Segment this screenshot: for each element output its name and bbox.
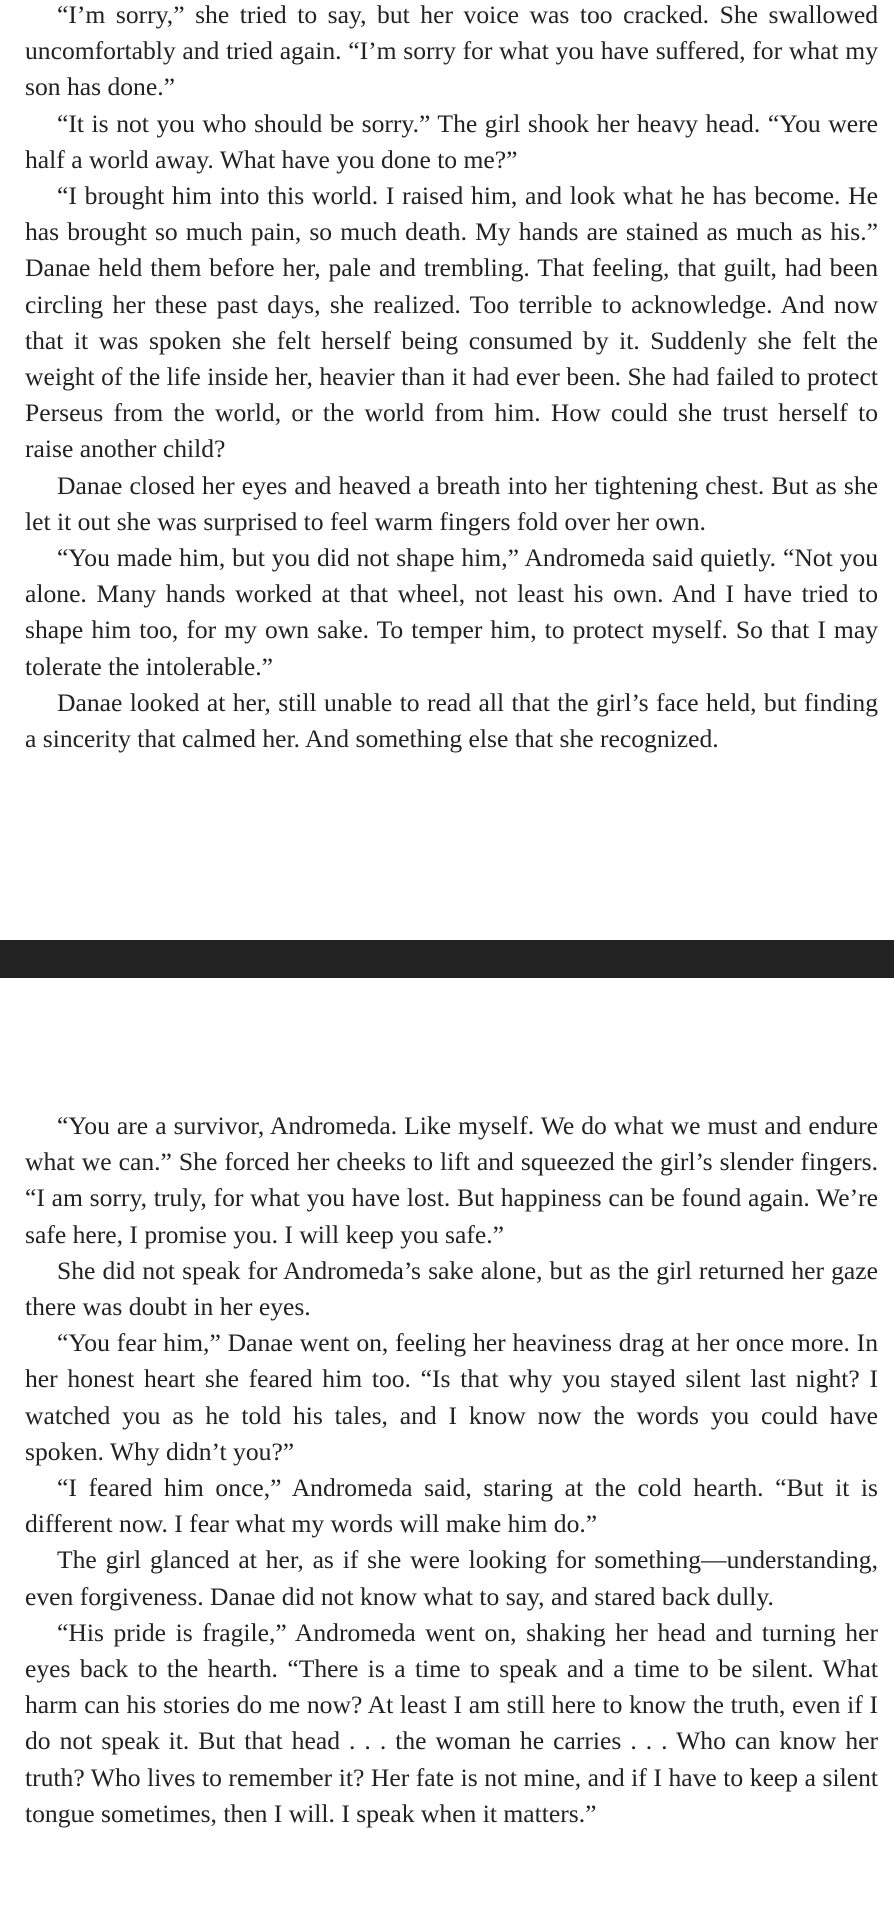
paragraph: Danae closed her eyes and heaved a breath into her tightening chest. But as she let it out she was surprised to feel warm fingers fold over her own. bbox=[25, 470, 878, 536]
paragraph: She did not speak for Andromeda’s sake alone, but as the girl returned her gaze there was doubt in her eyes. bbox=[25, 1255, 878, 1322]
paragraph: “It is not you who should be sorry.” The girl shook her heavy head. “You were half a world away. What have you done to me?” bbox=[25, 108, 878, 174]
paragraph: “I brought him into this world. I raised him, and look what he has become. He has brought so much pain, so much death. My hands are stained as much as his.” Danae held them before her, pale and trembling. That feeling, that guilt, had been circling her these past days, she realized. Too terrible to acknowledge. And now that it was spoken she felt herself being consumed by it. Suddenly she felt the weight of the life inside her, heavier than it had ever been. She had failed to protect Perseus from the world, or the world from him. How could she trust herself to raise another child? bbox=[25, 181, 878, 464]
paragraph: “I’m sorry,” she tried to say, but her voice was too cracked. She swallowed uncomfortably and tried again. “I’m sorry for what you have suffered, for what my son has done.” bbox=[25, 0, 878, 102]
paragraph: “His pride is fragile,” Andromeda went on, shaking her head and turning her eyes back to the hearth. “There is a time to speak and a time to be silent. What harm can his stories do me now? At least I am still here to know the truth, even if I do not speak it. But that head . . . the woman he carries . . . Who can know her truth? Who lives to remember it? Her fate is not mine, and if I have to keep a silent tongue sometimes, then I will. I speak when it matters.” bbox=[25, 1617, 878, 1828]
paragraph: Danae looked at her, still unable to read all that the girl’s face held, but finding a sincerity that calmed her. And something else that she recognized. bbox=[25, 687, 878, 754]
bottom-page-text bbox=[25, 1108, 878, 1832]
paragraph: “You made him, but you did not shape him,” Andromeda said quietly. “Not you alone. Many hands worked at that wheel, not least his own. And I have tried to shape him too, for my own sake. To temper him, to protect myself. So that I may tolerate the intolerable.” bbox=[25, 543, 878, 681]
paragraph: “You fear him,” Danae went on, feeling her heaviness drag at her once more. In her honest heart she feared him too. “Is that why you stayed silent last night? I watched you as he told his tales, and I know now the words you could have spoken. Why didn’t you?” bbox=[25, 1328, 878, 1466]
top-page-text bbox=[25, 0, 878, 757]
page-divider-bar bbox=[0, 940, 894, 978]
paragraph: The girl glanced at her, as if she were looking for something—understanding, even forgiveness. Danae did not know what to say, and stared back dully. bbox=[25, 1545, 878, 1611]
paragraph: “You are a survivor, Andromeda. Like myself. We do what we must and endure what we can.” She forced her cheeks to lift and squeezed the girl’s slender fingers. “I am sorry, truly, for what you have lost. But happiness can be found again. We’re safe here, I promise you. I will keep you safe.” bbox=[25, 1111, 878, 1249]
paragraph: “I feared him once,” Andromeda said, staring at the cold hearth. “But it is different now. I fear what my words will make him do.” bbox=[25, 1473, 878, 1539]
